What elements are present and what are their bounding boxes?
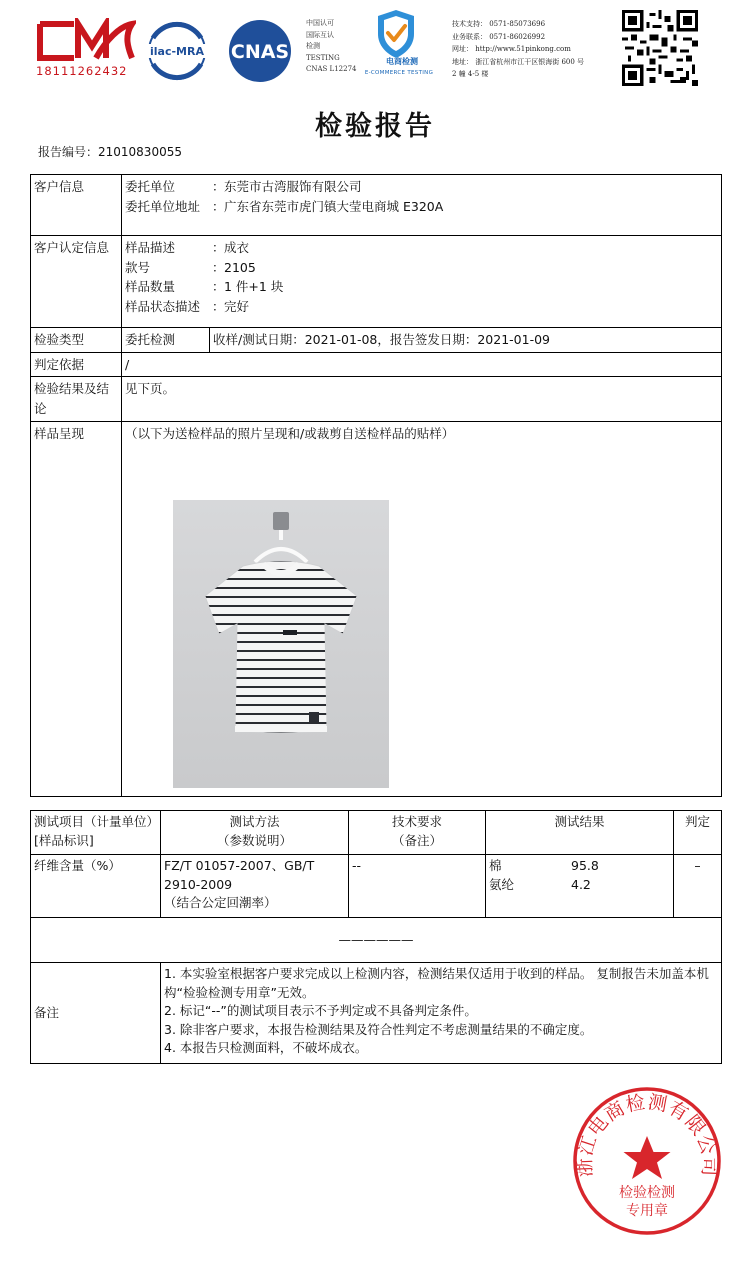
test-judge: –	[674, 855, 722, 918]
cnas-logo	[218, 18, 302, 84]
header-method: 测试方法 （参数说明）	[161, 811, 349, 855]
result-label: 检验结果及结论	[31, 377, 122, 422]
sample-photo-row	[31, 422, 722, 797]
remarks-row	[31, 963, 722, 1064]
field-row: 委托单位 ： 东莞市古湾服饰有限公司	[125, 179, 362, 194]
cnas-text: 中国认可 国际互认 检测 TESTING CNAS L12274	[306, 19, 357, 73]
customer-info-cell	[122, 175, 722, 236]
separator-row	[31, 918, 722, 963]
header-result: 测试结果	[486, 811, 674, 855]
customer-info-row	[31, 175, 722, 236]
seal-line-1: 检验检测	[619, 1185, 675, 1201]
test-item: 纤维含量（%）	[31, 855, 161, 918]
field-row: 样品状态描述 ： 完好	[125, 298, 250, 314]
striped-tshirt-image	[173, 500, 389, 788]
remarks-label: 备注	[31, 963, 161, 1064]
header-logos	[0, 0, 750, 100]
sample-note: （以下为送检样品的照片呈现和/或裁剪自送检样品的贴样）	[125, 426, 455, 441]
inspection-type-value: 委托检测	[122, 328, 210, 353]
basis-value: /	[122, 352, 722, 377]
basis-row	[31, 352, 722, 377]
remark-item: 3. 除非客户要求，本报告检测结果及符合性判定不考虑测量结果的不确定度。	[164, 1021, 593, 1037]
fiber-row: 棉 95.8	[489, 858, 599, 873]
ilac-mra-logo	[144, 20, 210, 82]
contact-line: 业务联系： 0571-86026992	[452, 32, 546, 41]
customer-info-label: 客户信息	[31, 175, 122, 236]
header-requirement: 技术要求 （备注）	[349, 811, 486, 855]
contact-line: 地址： 浙江省杭州市江干区银海街 600 号	[452, 57, 585, 66]
contact-line: 2 幢 4-5 楼	[452, 70, 489, 78]
test-method: FZ/T 01057-2007、GB/T 2910-2009 （结合公定回潮率）	[161, 855, 349, 918]
contact-line: 技术支持： 0571-85073696	[452, 20, 546, 28]
remark-item: 4. 本报告只检测面料，不破坏成衣。	[164, 1040, 368, 1055]
seal-ring-text: 浙江电商检测有限公司	[573, 1091, 721, 1178]
sample-confirm-cell	[122, 236, 722, 328]
test-requirement: --	[349, 855, 486, 918]
field-row: 委托单位地址 ： 广东省东莞市虎门镇大莹电商城 E320A	[125, 198, 444, 214]
ecommerce-shield-icon	[374, 8, 418, 60]
cma-phone: 18111262432	[36, 64, 128, 78]
result-value: 见下页。	[122, 377, 722, 422]
svg-text:ilac-MRA: ilac-MRA	[150, 45, 204, 58]
test-result	[486, 855, 674, 918]
separator: ——————	[31, 918, 722, 963]
test-results-table	[30, 810, 722, 1064]
report-info-table	[30, 174, 722, 797]
inspection-dates: 收样/测试日期：2021-01-08，报告签发日期：2021-01-09	[210, 328, 722, 353]
qr-code-icon	[622, 10, 698, 86]
header-item: 测试项目（计量单位） [样品标识]	[31, 811, 161, 855]
report-number: 报告编号：21010830055	[38, 145, 182, 159]
svg-text:CNAS: CNAS	[230, 41, 290, 63]
sample-photo	[173, 500, 389, 788]
inspection-type-label: 检验类型	[31, 328, 122, 353]
sample-confirm-row	[31, 236, 722, 328]
official-seal	[572, 1086, 722, 1236]
seal-line-2: 专用章	[626, 1203, 668, 1219]
remark-item: 1. 本实验室根据客户要求完成以上检测内容，检测结果仅适用于收到的样品。 复制报告未加盖本机构“检验检测专用章”无效。	[164, 966, 709, 1000]
basis-label: 判定依据	[31, 352, 122, 377]
field-row: 款号 ： 2105	[125, 259, 256, 275]
table-header-row	[31, 811, 722, 855]
fiber-row: 氨纶 4.2	[489, 876, 591, 892]
field-row: 样品描述 ： 成衣	[125, 240, 250, 255]
remark-item: 2. 标记“--”的测试项目表示不予判定或不具备判定条件。	[164, 1003, 477, 1018]
inspection-type-row	[31, 328, 722, 353]
contact-line: 网址： http://www.51pinkong.com	[452, 45, 571, 53]
contact-info	[452, 18, 612, 81]
field-row: 样品数量 ： 1 件+1 块	[125, 279, 284, 294]
sample-photo-cell	[122, 422, 722, 797]
ecommerce-subtitle: E-COMMERCE TESTING	[364, 70, 434, 76]
ecommerce-title: 电商检测	[386, 57, 418, 66]
page-title: 检验报告	[315, 111, 435, 142]
header-judge: 判定	[674, 811, 722, 855]
result-row	[31, 377, 722, 422]
table-row	[31, 855, 722, 918]
sample-photo-label: 样品呈现	[31, 422, 122, 797]
sample-confirm-label: 客户认定信息	[31, 236, 122, 328]
remarks-cell	[161, 963, 722, 1064]
